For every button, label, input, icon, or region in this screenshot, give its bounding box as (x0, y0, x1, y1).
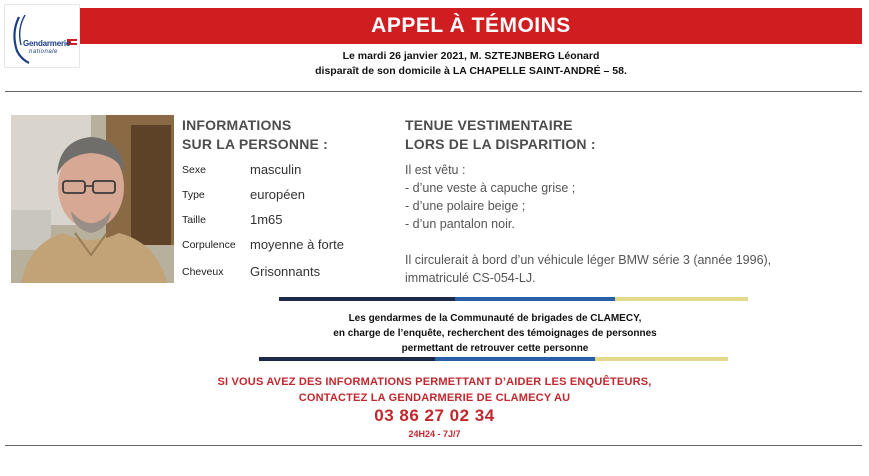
intro-line-1: Le mardi 26 janvier 2021, M. SZTEJNBERG Léonard (342, 50, 600, 62)
page-title-banner: APPEL À TÉMOINS (80, 8, 862, 44)
info-row-taille (182, 212, 382, 232)
clothing-intro: Il est vêtu : (405, 163, 466, 177)
vehicle-line-2: immatriculé CS-054-LJ. (405, 271, 536, 285)
contact-phone[interactable]: 03 86 27 02 34 (374, 406, 495, 425)
person-info-heading: INFORMATIONS SUR LA PERSONNE : (182, 117, 329, 152)
gendarmerie-flame-icon (5, 5, 81, 69)
contact-message: SI VOUS AVEZ DES INFORMATIONS PERMETTANT D’AIDER LES ENQUÊTEURS, CONTACTEZ LA GENDARMERIE DE CLAMECY AU (217, 376, 652, 404)
info-row-type (182, 187, 382, 207)
info-value: 1m65 (250, 212, 283, 227)
logo-text-gendarmerie: Gendarmerie (23, 39, 71, 48)
disappearance-intro (80, 49, 862, 79)
divider-bar-top (279, 297, 748, 301)
info-label: Cheveux (182, 266, 224, 278)
info-label: Corpulence (182, 239, 236, 251)
clothing-description (405, 161, 845, 287)
info-row-cheveux (182, 264, 382, 284)
info-value: moyenne à forte (250, 237, 344, 252)
divider-bar-bottom (259, 357, 728, 361)
info-value: européen (250, 187, 305, 202)
info-value: masculin (250, 162, 302, 177)
info-row-corpulence (182, 237, 382, 257)
missing-person-photo (11, 115, 174, 283)
top-divider (5, 91, 862, 92)
info-label: Sexe (182, 164, 206, 176)
info-value: Grisonnants (250, 264, 321, 279)
logo-text-nationale: nationale (29, 49, 58, 55)
info-row-sexe (182, 162, 382, 182)
gendarmerie-logo (4, 4, 80, 68)
clothing-item: - d’un pantalon noir. (405, 217, 515, 231)
clothing-item: - d’une polaire beige ; (405, 199, 526, 213)
clothing-item: - d’une veste à capuche grise ; (405, 181, 576, 195)
brigade-appeal: Les gendarmes de la Communauté de brigades de CLAMECY, en charge de l’enquête, recherchent des témoignages de personnes permettant de retrouver cette personne (333, 313, 657, 354)
intro-line-2: disparaît de son domicile à LA CHAPELLE SAINT-ANDRÉ – 58. (315, 65, 627, 77)
contact-hours: 24H24 - 7J/7 (408, 429, 461, 439)
info-label: Taille (182, 214, 206, 226)
vehicle-line-1: Il circulerait à bord d’un véhicule léger BMW série 3 (année 1996), (405, 253, 772, 267)
bottom-divider (5, 445, 862, 446)
clothing-heading: TENUE VESTIMENTAIRE LORS DE LA DISPARITION : (405, 117, 596, 152)
info-label: Type (182, 189, 205, 201)
